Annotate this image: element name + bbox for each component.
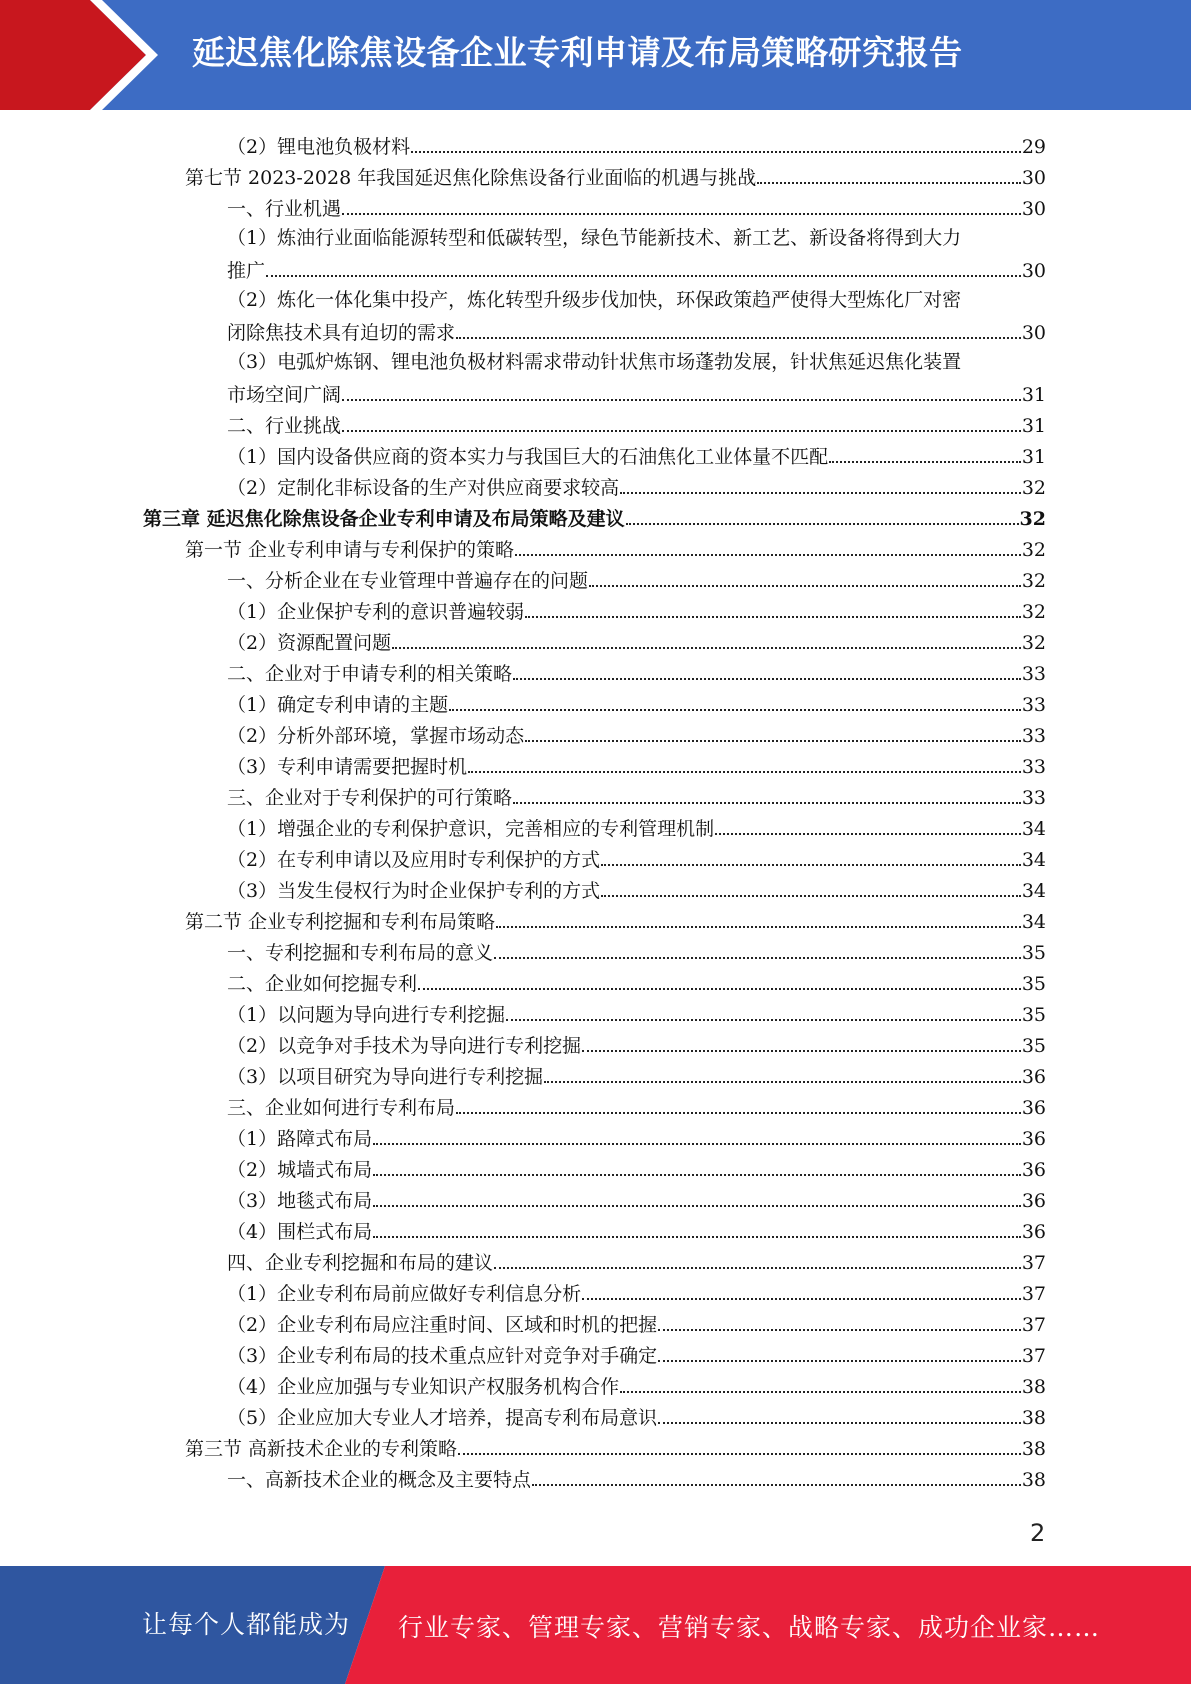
toc-entry[interactable] [185, 159, 1046, 190]
toc-leader [532, 1484, 1021, 1486]
toc-entry-page: 38 [1021, 1438, 1046, 1460]
toc-entry-label: （1）国内设备供应商的资本实力与我国巨大的石油焦化工业体量不匹配 [227, 446, 829, 468]
toc-entry-label: （3）当发生侵权行为时企业保护专利的方式 [227, 880, 601, 902]
toc-entry[interactable] [227, 624, 1046, 655]
toc-entry[interactable] [227, 1275, 1046, 1306]
page-footer [0, 1566, 1191, 1684]
toc-leader [392, 647, 1021, 649]
toc-entry-page: 34 [1021, 818, 1046, 840]
toc-entry-label: （3）地毯式布局 [227, 1190, 373, 1212]
toc-entry[interactable] [227, 810, 1046, 841]
toc-entry-label: （3）企业专利布局的技术重点应针对竞争对手确定 [227, 1345, 658, 1367]
toc-entry-label: 三、企业如何进行专利布局 [227, 1097, 456, 1119]
toc-entry-label: 第三节 高新技术企业的专利策略 [185, 1438, 458, 1460]
toc-entry[interactable] [227, 1244, 1046, 1275]
toc-entry-label: 第七节 2023-2028 年我国延迟焦化除焦设备行业面临的机遇与挑战 [185, 167, 757, 189]
toc-entry-page: 36 [1021, 1066, 1046, 1088]
toc-entry-label: （2）企业专利布局应注重时间、区域和时机的把握 [227, 1314, 658, 1336]
toc-entry[interactable] [227, 376, 1046, 407]
toc-entry[interactable] [227, 872, 1046, 903]
toc-entry-page: 36 [1021, 1128, 1046, 1150]
toc-entry-label: 第一节 企业专利申请与专利保护的策略 [185, 539, 515, 561]
toc-entry[interactable] [227, 562, 1046, 593]
toc-entry[interactable] [227, 748, 1046, 779]
toc-entry-page: 36 [1021, 1190, 1046, 1212]
toc-entry-label: （2）以竞争对手技术为导向进行专利挖掘 [227, 1035, 582, 1057]
toc-entry-label: （4）企业应加强与专业知识产权服务机构合作 [227, 1376, 620, 1398]
toc-entry[interactable] [185, 531, 1046, 562]
toc-entry-page: 33 [1021, 787, 1046, 809]
toc-entry-label-cont: 闭除焦技术具有迫切的需求 [227, 322, 456, 344]
toc-entry[interactable] [227, 1368, 1046, 1399]
toc-leader [626, 523, 1019, 525]
toc-entry-label[interactable]: （2）炼化一体化集中投产，炼化转型升级步伐加快，环保政策趋严使得大型炼化厂对密 [227, 289, 962, 311]
toc-entry[interactable] [227, 314, 1046, 345]
toc-entry[interactable] [227, 407, 1046, 438]
toc-entry-page: 33 [1021, 725, 1046, 747]
toc-entry-page: 36 [1021, 1097, 1046, 1119]
toc-entry-label: （1）确定专利申请的主题 [227, 694, 449, 716]
toc-leader [715, 833, 1021, 835]
toc-leader [496, 926, 1021, 928]
toc-entry[interactable] [227, 1337, 1046, 1368]
toc-entry-label: 第三章 延迟焦化除焦设备企业专利申请及布局策略及建议 [143, 508, 625, 530]
toc-entry[interactable] [185, 903, 1046, 934]
toc-entry-page: 30 [1021, 167, 1046, 189]
toc-entry-page: 33 [1021, 663, 1046, 685]
toc-entry-page: 38 [1021, 1376, 1046, 1398]
toc-entry-label: （2）城墙式布局 [227, 1159, 373, 1181]
toc-leader [342, 213, 1021, 215]
toc-entry[interactable] [227, 190, 1046, 221]
toc-entry-page: 38 [1021, 1407, 1046, 1429]
toc-entry[interactable] [227, 965, 1046, 996]
toc-entry-label: 四、企业专利挖掘和布局的建议 [227, 1252, 494, 1274]
toc-entry[interactable] [227, 686, 1046, 717]
toc-leader [513, 802, 1021, 804]
toc-entry[interactable] [227, 1306, 1046, 1337]
toc-leader [468, 771, 1021, 773]
toc-leader [456, 1112, 1021, 1114]
toc-entry[interactable] [227, 128, 1046, 159]
toc-entry-page: 37 [1021, 1283, 1046, 1305]
toc-entry-page: 33 [1021, 756, 1046, 778]
toc-leader [458, 1453, 1021, 1455]
toc-entry-label: 二、企业如何挖掘专利 [227, 973, 418, 995]
toc-entry[interactable] [227, 1089, 1046, 1120]
toc-entry-label: （3）以项目研究为导向进行专利挖掘 [227, 1066, 544, 1088]
toc-entry[interactable] [227, 252, 1046, 283]
toc-entry[interactable] [227, 1120, 1046, 1151]
toc-leader [373, 1143, 1021, 1145]
toc-entry-page: 32 [1021, 539, 1046, 561]
toc-leader [829, 461, 1021, 463]
toc-entry-page: 34 [1021, 911, 1046, 933]
toc-entry[interactable] [227, 717, 1046, 748]
toc-entry[interactable] [227, 438, 1046, 469]
toc-entry-page: 32 [1021, 477, 1046, 499]
toc-leader [456, 337, 1021, 339]
toc-entry-page: 30 [1021, 260, 1046, 282]
page-header [0, 0, 1191, 110]
toc-entry-label[interactable]: （3）电弧炉炼钢、锂电池负极材料需求带动针状焦市场蓬勃发展，针状焦延迟焦化装置 [227, 351, 962, 373]
toc-entry[interactable] [227, 1182, 1046, 1213]
toc-entry-page: 37 [1021, 1345, 1046, 1367]
toc-leader [373, 1205, 1021, 1207]
toc-entry-label: （1）以问题为导向进行专利挖掘 [227, 1004, 506, 1026]
toc-leader [658, 1422, 1021, 1424]
toc-leader [449, 709, 1021, 711]
toc-entry-page: 32 [1021, 570, 1046, 592]
toc-entry-page: 35 [1021, 1035, 1046, 1057]
toc-entry-label: 一、分析企业在专业管理中普遍存在的问题 [227, 570, 589, 592]
toc-entry[interactable] [227, 593, 1046, 624]
toc-entry-page: 37 [1021, 1314, 1046, 1336]
toc-entry-label: （1）企业保护专利的意识普遍较弱 [227, 601, 525, 623]
toc-entry[interactable] [227, 655, 1046, 686]
toc-leader [601, 864, 1021, 866]
toc-entry-page: 30 [1021, 198, 1046, 220]
toc-entry-label: 二、行业挑战 [227, 415, 342, 437]
toc-entry-label: （2）定制化非标设备的生产对供应商要求较高 [227, 477, 620, 499]
footer-slogan-left: 让每个人都能成为 [142, 1610, 351, 1639]
toc-entry-page: 33 [1021, 694, 1046, 716]
toc-entry-label: （2）资源配置问题 [227, 632, 392, 654]
toc-entry-label: （2）在专利申请以及应用时专利保护的方式 [227, 849, 601, 871]
toc-entry-page: 36 [1021, 1221, 1046, 1243]
toc-entry-page: 31 [1021, 415, 1046, 437]
toc-entry-page: 30 [1021, 322, 1046, 344]
toc-entry-label: 第二节 企业专利挖掘和专利布局策略 [185, 911, 496, 933]
toc-entry[interactable] [227, 1027, 1046, 1058]
toc-leader [342, 430, 1021, 432]
toc-entry-page: 32 [1021, 632, 1046, 654]
toc-leader [266, 275, 1021, 277]
toc-leader [373, 1174, 1021, 1176]
toc-entry-label: （1）路障式布局 [227, 1128, 373, 1150]
toc-leader [582, 1298, 1021, 1300]
toc-leader [620, 1391, 1021, 1393]
toc-leader [506, 1019, 1021, 1021]
toc-entry[interactable] [227, 1151, 1046, 1182]
toc-leader [418, 988, 1021, 990]
toc-entry-label: 三、企业对于专利保护的可行策略 [227, 787, 513, 809]
toc-entry-label: 二、企业对于申请专利的相关策略 [227, 663, 513, 685]
toc-leader [620, 492, 1021, 494]
toc-entry[interactable] [227, 1213, 1046, 1244]
toc-entry-label-cont: 市场空间广阔 [227, 384, 342, 406]
toc-entry-page: 35 [1021, 942, 1046, 964]
toc-leader [582, 1050, 1021, 1052]
toc-leader [757, 182, 1021, 184]
toc-leader [513, 678, 1021, 680]
toc-entry-page: 32 [1021, 601, 1046, 623]
page-number: 2 [1030, 1519, 1046, 1547]
toc-entry[interactable] [227, 779, 1046, 810]
toc-entry-label: 一、行业机遇 [227, 198, 342, 220]
toc-entry-page: 31 [1021, 446, 1046, 468]
toc-entry-label[interactable]: （1）炼油行业面临能源转型和低碳转型，绿色节能新技术、新工艺、新设备将得到大力 [227, 227, 962, 249]
toc-entry-page: 38 [1021, 1469, 1046, 1491]
toc-entry-label: （1）企业专利布局前应做好专利信息分析 [227, 1283, 582, 1305]
toc-entry[interactable] [185, 1430, 1046, 1461]
toc-entry[interactable] [227, 1461, 1046, 1492]
footer-slogan-right: 行业专家、管理专家、营销专家、战略专家、成功企业家…… [398, 1613, 1101, 1642]
toc-leader [525, 740, 1021, 742]
toc-entry-label-cont: 推广 [227, 260, 266, 282]
toc-entry[interactable] [227, 1058, 1046, 1089]
toc-entry-label: （5）企业应加大专业人才培养，提高专利布局意识 [227, 1407, 658, 1429]
toc-entry-page: 36 [1021, 1159, 1046, 1181]
toc-entry-label: 一、高新技术企业的概念及主要特点 [227, 1469, 532, 1491]
toc-entry-label: （4）围栏式布局 [227, 1221, 373, 1243]
toc-entry-label: （2）分析外部环境，掌握市场动态 [227, 725, 525, 747]
toc-entry-page: 35 [1021, 1004, 1046, 1026]
toc-leader [494, 1267, 1021, 1269]
toc-entry[interactable] [227, 996, 1046, 1027]
toc-leader [589, 585, 1021, 587]
toc-leader [601, 895, 1021, 897]
toc-entry[interactable] [227, 469, 1046, 500]
toc-leader [342, 399, 1021, 401]
toc-leader [494, 957, 1021, 959]
toc-entry-page: 34 [1021, 880, 1046, 902]
toc-entry[interactable] [227, 934, 1046, 965]
toc-entry-label: 一、专利挖掘和专利布局的意义 [227, 942, 494, 964]
toc-entry-label: （3）专利申请需要把握时机 [227, 756, 468, 778]
toc-entry-page: 37 [1021, 1252, 1046, 1274]
toc-entry-page: 34 [1021, 849, 1046, 871]
toc-entry-label: （2）锂电池负极材料 [227, 136, 411, 158]
toc-leader [411, 151, 1021, 153]
toc-entry-page: 29 [1021, 136, 1046, 158]
toc-entry-label: （1）增强企业的专利保护意识，完善相应的专利管理机制 [227, 818, 715, 840]
toc-entry-page: 35 [1021, 973, 1046, 995]
toc-leader [515, 554, 1021, 556]
toc-entry[interactable] [227, 1399, 1046, 1430]
toc-chapter[interactable] [143, 500, 1046, 531]
header-title: 延迟焦化除焦设备企业专利申请及布局策略研究报告 [192, 33, 963, 72]
toc-entry-page: 31 [1021, 384, 1046, 406]
toc-leader [658, 1329, 1021, 1331]
header-arrow-icon [0, 0, 160, 110]
toc-leader [373, 1236, 1021, 1238]
toc-entry[interactable] [227, 841, 1046, 872]
toc-leader [544, 1081, 1021, 1083]
toc-leader [658, 1360, 1021, 1362]
toc-leader [525, 616, 1021, 618]
toc-entry-page: 32 [1019, 508, 1046, 530]
